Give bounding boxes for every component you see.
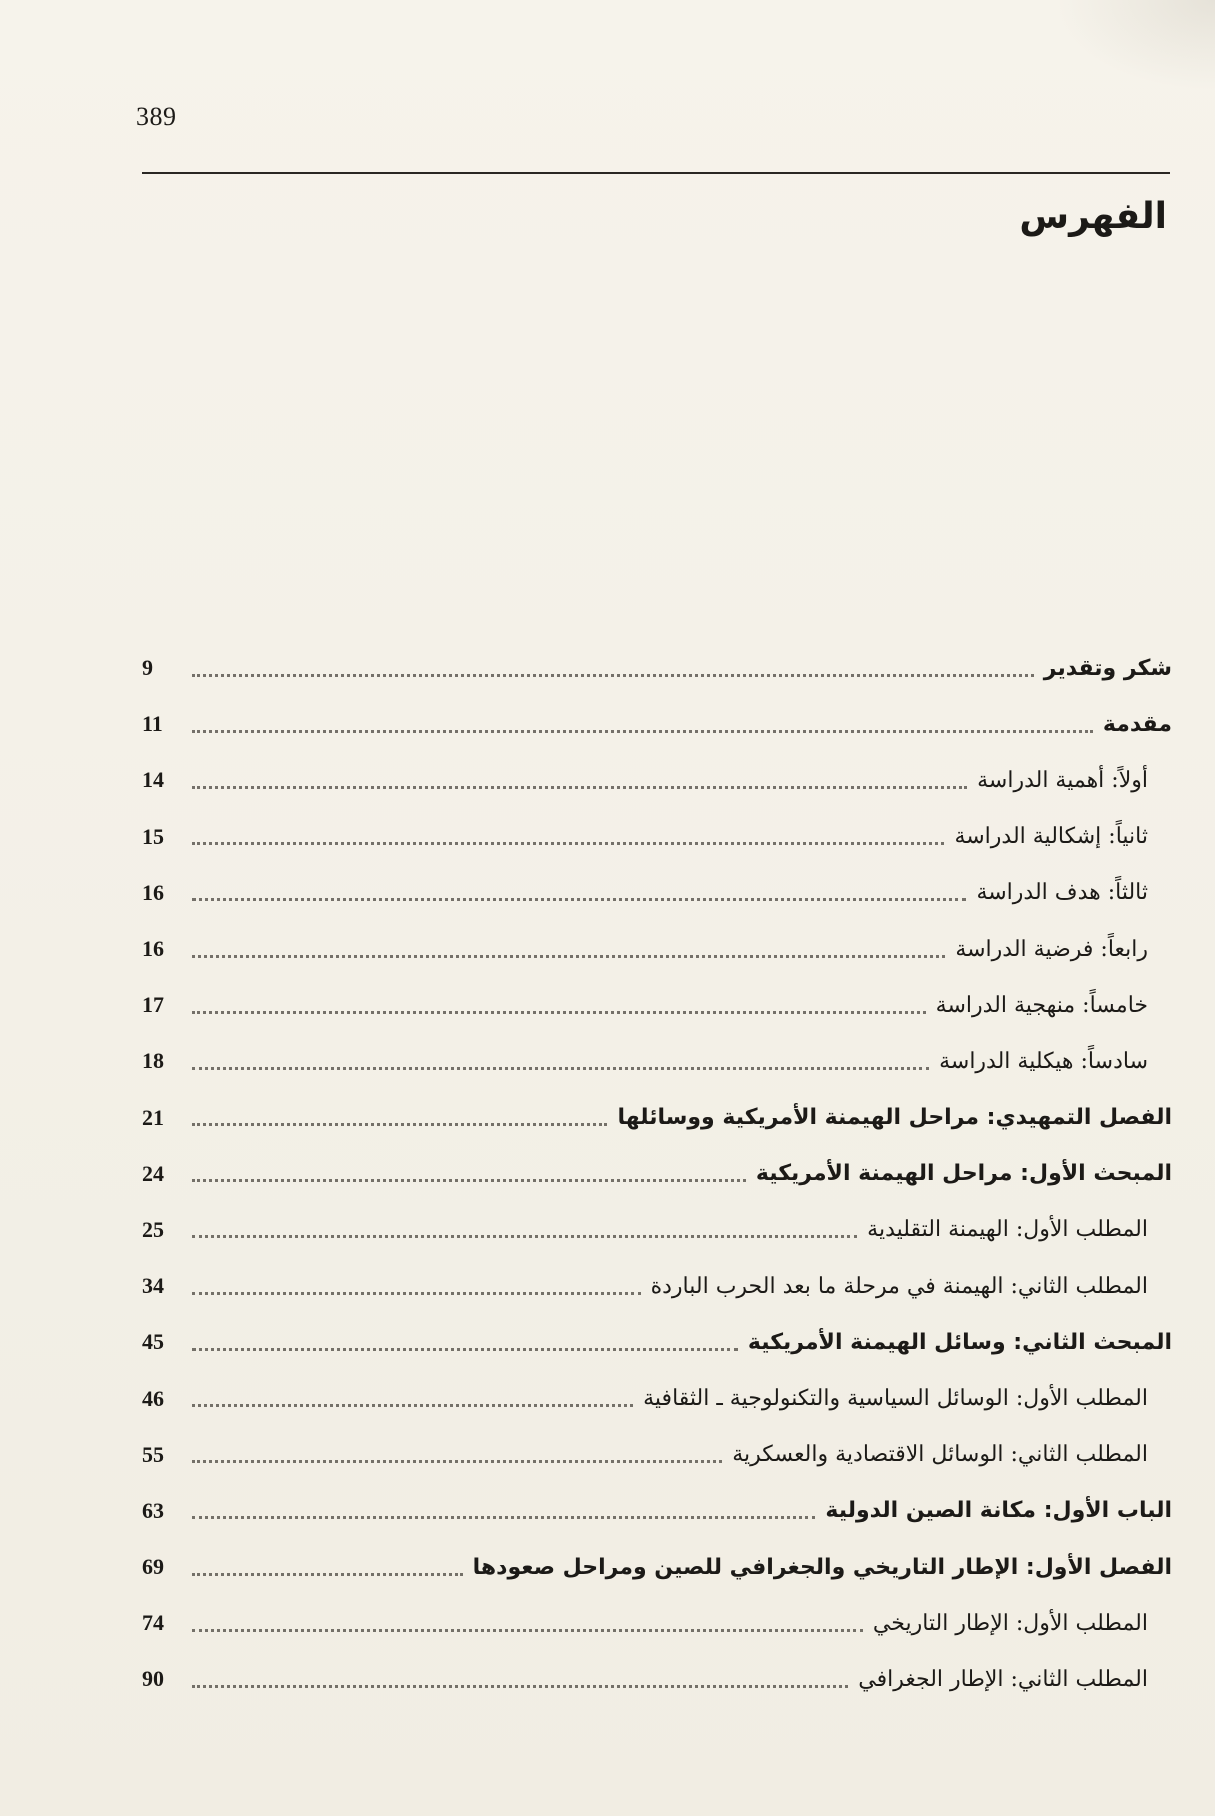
toc-entry-label: ثانياً: إشكالية الدراسة (954, 824, 1148, 850)
dot-leader (192, 1011, 926, 1014)
dot-leader (192, 1685, 848, 1688)
toc-entry-page-number: 21 (142, 1104, 164, 1130)
toc-entry-label: المطلب الأول: الوسائل السياسية والتكنولوجية ـ الثقافية (643, 1386, 1148, 1412)
toc-entry[interactable] (142, 696, 1172, 752)
toc-entry-page-number: 74 (142, 1610, 164, 1636)
toc-entry-page-number: 16 (142, 936, 164, 962)
dot-leader (192, 1573, 463, 1576)
toc-entry-page-number: 9 (142, 655, 153, 681)
toc-entry-label: خامساً: منهجية الدراسة (935, 992, 1148, 1018)
toc-entry[interactable] (142, 921, 1172, 977)
dot-leader (192, 955, 945, 958)
dot-leader (192, 1292, 641, 1295)
dot-leader (192, 1123, 607, 1126)
dot-leader (192, 1179, 746, 1182)
toc-entry[interactable] (142, 1539, 1172, 1595)
toc-entry-page-number: 45 (142, 1329, 164, 1355)
toc-entry-label: مقدمة (1102, 711, 1172, 737)
toc-entry[interactable] (142, 1314, 1172, 1370)
toc-entry-label: المطلب الثاني: الهيمنة في مرحلة ما بعد الحرب الباردة (650, 1273, 1148, 1299)
toc-entry-label: ثالثاً: هدف الدراسة (976, 880, 1148, 906)
page-title: الفهرس (1019, 196, 1167, 237)
toc-entry[interactable] (142, 1651, 1172, 1707)
toc-entry-label: المطلب الأول: الهيمنة التقليدية (867, 1217, 1148, 1243)
toc-entry[interactable] (142, 752, 1172, 808)
dot-leader (192, 1235, 857, 1238)
toc-entry-page-number: 11 (142, 711, 163, 737)
toc-entry-label: الباب الأول: مكانة الصين الدولية (825, 1498, 1172, 1524)
toc-entry-page-number: 24 (142, 1160, 164, 1186)
toc-entry[interactable] (142, 1146, 1172, 1202)
toc-entry[interactable] (142, 640, 1172, 696)
page-corner-shadow (1055, 0, 1215, 90)
dot-leader (192, 730, 1093, 733)
dot-leader (192, 786, 967, 789)
toc-entry-label: سادساً: هيكلية الدراسة (939, 1048, 1148, 1074)
toc-entry[interactable] (142, 1033, 1172, 1089)
toc-entry-page-number: 55 (142, 1441, 164, 1467)
toc-entry-page-number: 25 (142, 1216, 164, 1242)
table-of-contents (142, 640, 1172, 1708)
toc-entry[interactable] (142, 1258, 1172, 1314)
toc-entry-label: المطلب الأول: الإطار التاريخي (872, 1610, 1148, 1636)
toc-entry-label: أولاً: أهمية الدراسة (977, 767, 1148, 793)
toc-entry-label: شكر وتقدير (1043, 655, 1172, 681)
toc-entry-page-number: 46 (142, 1385, 164, 1411)
dot-leader (192, 1404, 633, 1407)
toc-entry[interactable] (142, 1427, 1172, 1483)
toc-entry[interactable] (142, 809, 1172, 865)
toc-entry-label: الفصل الأول: الإطار التاريخي والجغرافي للصين ومراحل صعودها (472, 1554, 1172, 1580)
dot-leader (192, 842, 944, 845)
toc-entry-page-number: 18 (142, 1048, 164, 1074)
toc-entry[interactable] (142, 977, 1172, 1033)
header-rule (142, 172, 1170, 174)
dot-leader (192, 898, 966, 901)
toc-entry-label: المطلب الثاني: الوسائل الاقتصادية والعسكرية (732, 1442, 1148, 1468)
toc-entry[interactable] (142, 1370, 1172, 1426)
toc-entry-page-number: 17 (142, 992, 164, 1018)
toc-entry[interactable] (142, 1595, 1172, 1651)
dot-leader (192, 1067, 929, 1070)
dot-leader (192, 674, 1034, 677)
toc-entry[interactable] (142, 1202, 1172, 1258)
toc-entry[interactable] (142, 1090, 1172, 1146)
toc-entry-label: المبحث الأول: مراحل الهيمنة الأمريكية (755, 1161, 1172, 1187)
dot-leader (192, 1516, 815, 1519)
toc-entry-page-number: 14 (142, 767, 164, 793)
dot-leader (192, 1348, 738, 1351)
toc-entry-label: المطلب الثاني: الإطار الجغرافي (858, 1666, 1148, 1692)
toc-entry-page-number: 90 (142, 1666, 164, 1692)
toc-entry-page-number: 63 (142, 1497, 164, 1523)
toc-entry-page-number: 15 (142, 823, 164, 849)
page-number: 389 (136, 102, 177, 131)
toc-entry-page-number: 34 (142, 1273, 164, 1299)
toc-entry-label: الفصل التمهيدي: مراحل الهيمنة الأمريكية ووسائلها (617, 1105, 1172, 1131)
dot-leader (192, 1460, 722, 1463)
dot-leader (192, 1629, 863, 1632)
toc-entry-label: المبحث الثاني: وسائل الهيمنة الأمريكية (747, 1329, 1172, 1355)
toc-entry[interactable] (142, 865, 1172, 921)
toc-entry[interactable] (142, 1483, 1172, 1539)
toc-entry-label: رابعاً: فرضية الدراسة (955, 936, 1148, 962)
toc-entry-page-number: 16 (142, 879, 164, 905)
toc-entry-page-number: 69 (142, 1554, 164, 1580)
